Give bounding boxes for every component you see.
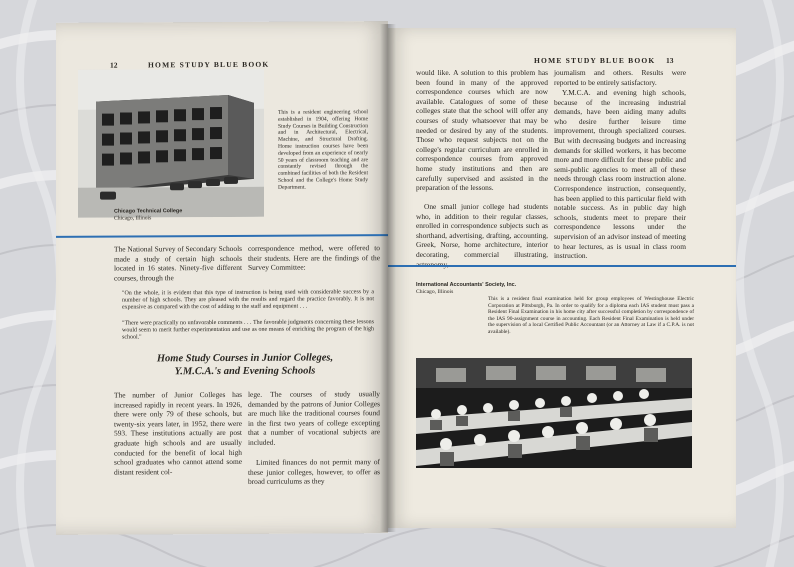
page-number: 13 xyxy=(666,56,674,65)
running-header: HOME STUDY BLUE BOOK xyxy=(148,59,270,70)
results-paragraph: journalism and others. Results were reported to be entirely satisfactory. xyxy=(554,68,686,87)
photo-caption xyxy=(416,282,526,296)
section-divider xyxy=(56,234,388,238)
section-heading xyxy=(114,351,376,378)
photo-description: This is a resident final examination held for group employees of Westinghouse Electric Corporation at Pittsburgh, Pa. In order to qualify for a diploma each IAS student must pass a Resident Final Examination in his home city after successful completion by correspondence of the IAS 90-assignment course in accounting. Each Resident Final Examination is held under the supervision of a local Certified Public Accountant (or an Attorney at Law if a C.P.A. is not available). xyxy=(488,296,694,335)
junior-college-subjects-paragraph: One small junior college had students who, in addition to their regular classes, enrolled in correspondence subjects such as shorthand, advertising, drafting, accounting, Greek, Norse, home architecture, interior decorating, commercial illustrating, xyxy=(416,202,548,259)
junior-college-paragraph-col1: The number of Junior Colleges has increased rapidly in recent years. In 1926, there were only 79 of these schools, but twenty-six years later, in 1952, there were 593. These institutions actually are post graduate high schools and are usually conducted for the benefit of local high school graduates who cannot attend some distant resident col- xyxy=(114,389,242,477)
book-gutter xyxy=(380,24,396,532)
survey-paragraph-col2: correspondence method, were offered to their students. Here are the findings of the Survey Committee: xyxy=(248,243,380,273)
section-divider xyxy=(388,265,736,267)
photo-caption-location: Chicago, Illinois xyxy=(114,215,152,222)
examination-room-photo xyxy=(416,358,692,468)
solution-paragraph: would like. A solution to this problem has been found in many of the approved correspondence courses which are now available. Catalogues of some of these colleges state that the school will offer any courses of study whatsoever that may be needed or desired by any of the students. Those who request subjects not on the college's regular curriculum are enrolled in correspondence courses from approved home study institutions and then are carefully supervised and assisted in the preparation of the lessons. xyxy=(416,68,548,193)
left-page xyxy=(56,21,388,535)
photo-description: This is a resident engineering school established in 1904, offering Home Study Courses in Building Construction and in Architectural, Electrical, Machine, and Structural Drafting. Home instruction courses have been developed from an experience of nearly 50 years of classroom teaching and are constantly revised through the combined facilities of both the Resident School and the College's Home Study Department. xyxy=(278,109,368,191)
section-heading-line1: Home Study Courses in Junior Colleges, xyxy=(156,352,334,365)
running-header: HOME STUDY BLUE BOOK xyxy=(534,56,656,65)
survey-quote-1: "On the whole, it is evident that this type of instruction is being used with considerable success by a number of high schools. They are pleased with the results and regard the practice favorably. It is not expensive as compared with the cost of adding to the staff and equipment . . . xyxy=(122,289,374,311)
ymca-paragraph: Y.M.C.A. and evening high schools, because of the increasing industrial demands, have been aiding many adults who desire further leisure time improvement, through specialized courses. But with decreasing budgets and increasing demands for skilled workers, it has become more and more difficult for these public and semi-public agencies to meet all of these needs through class room instruction alone. Correspondence instruction, consequently, has been applied to this particular field with notable success. As in public day high schools, students meet to prepare their correspondence lessons under the supervision of an advisor instead of meeting to hear lectures, as is usual in class room instruction. xyxy=(554,88,686,261)
photo-caption-location: Chicago, Illinois xyxy=(416,289,454,295)
finances-paragraph: Limited finances do not permit many of these junior colleges, however, to offer as broad curriculums as they xyxy=(248,457,380,487)
section-heading-line2: Y.M.C.A.'s and Evening Schools xyxy=(174,365,316,378)
survey-quote-2: "There were practically no unfavorable comments . . . The favorable judgments concerning these lessons would seem to merit further experimentation and use as one means of enriching the program of the high school." xyxy=(122,319,374,341)
photo-caption-title: International Accountants' Society, Inc. xyxy=(416,282,517,288)
page-number: 12 xyxy=(110,60,118,70)
photo-caption xyxy=(114,208,264,223)
college-building-photo xyxy=(78,69,264,218)
photo-caption-title: Chicago Technical College xyxy=(114,208,183,215)
survey-paragraph-col1: The National Survey of Secondary Schools made a study of certain high schools located in 16 states. Ninety-five different courses, through the xyxy=(114,243,242,283)
right-page xyxy=(388,28,736,528)
junior-college-paragraph-col2: lege. The courses of study usually demanded by the patrons of Junior Colleges are much like the traditional courses found in the first two years of college excepting that a number of vocational subjects are included. xyxy=(248,389,380,447)
